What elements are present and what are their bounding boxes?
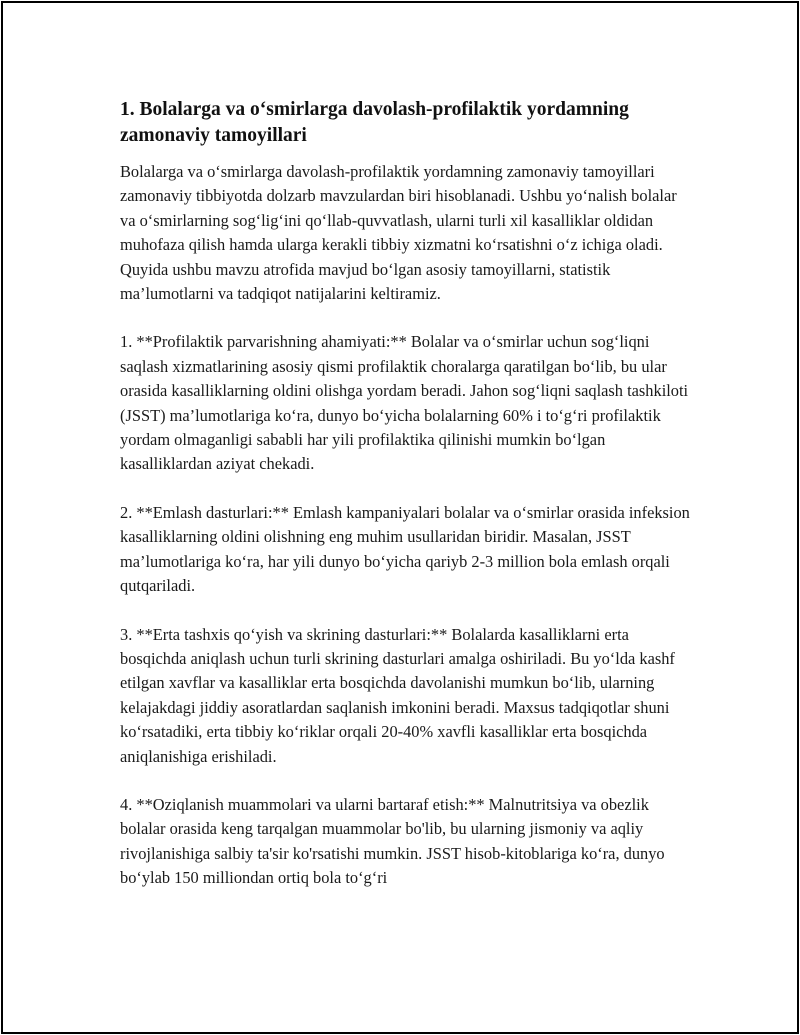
section-title: 1. Bolalarga va o‘smirlarga davolash-profilaktik yordamning zamonaviy tamoyillari xyxy=(120,99,629,146)
paragraph-preventive-care: 1. **Profilaktik parvarishning ahamiyati:** Bolalar va o‘smirlar uchun sog‘liqni saqlash xizmatlarining asosiy qismi profilaktik choralarga qaratilgan bo‘lib, bu ular orasida kasalliklarning oldini olishga yordam beradi. Jahon sog‘liqni saqlash tashkiloti (JSST) ma’lumotlariga ko‘ra, dunyo bo‘yicha bolalarning 60% i to‘g‘ri profilaktik yordam olmaganligi sababli har yili profilaktika qilinishi mumkin bo‘lgan kasalliklardan aziyat chekadi. xyxy=(120,332,689,474)
document-body xyxy=(120,97,695,915)
document-page xyxy=(1,1,799,1034)
paragraph-screening: 3. **Erta tashxis qo‘yish va skrining dasturlari:** Bolalarda kasalliklarni erta bosqichda aniqlash uchun turli skrining dasturlari amalga oshiriladi. Bu yo‘lda kashf etilgan xavflar va kasalliklar erta bosqichda davolanishi mumkun bo‘lib, ularning kelajakdagi jiddiy asoratlardan saqlanish imkonini beradi. Maxsus tadqiqotlar shuni ko‘rsatadiki, erta tibbiy ko‘riklar orqali 20-40% xavfli kasalliklar erta bosqichda aniqlanishiga erishiladi. xyxy=(120,624,675,766)
paragraph-nutrition: 4. **Oziqlanish muammolari va ularni bartaraf etish:** Malnutritsiya va obezlik bolalar orasida keng tarqalgan muammolar bo'lib, bu ularning jismoniy va aqliy rivojlanishiga salbiy ta'sir ko'rsatishi mumkin. JSST hisob-kitoblariga ko‘ra, dunyo bo‘ylab 150 milliondan ortiq bola to‘g‘ri xyxy=(120,794,665,888)
intro-paragraph: Bolalarga va o‘smirlarga davolash-profilaktik yordamning zamonaviy tamoyillari zamonaviy tibbiyotda dolzarb mavzulardan biri hisoblanadi. Ushbu yo‘nalish bolalar va o‘smirlarning sog‘lig‘ini qo‘llab-quvvatlash, ularni turli xil kasalliklar oldidan muhofaza qilish hamda ularga kerakli tibbiy xizmatni ko‘rsatishni o‘z ichiga oladi. Quyida ushbu mavzu atrofida mavjud bo‘lgan asosiy tamoyillarni, statistik ma’lumotlarni va tadqiqot natijalarini keltiramiz. xyxy=(120,162,677,304)
paragraph-vaccination: 2. **Emlash dasturlari:** Emlash kampaniyalari bolalar va o‘smirlar orasida infeksion kasalliklarning oldini olishning eng muhim usullaridan biridir. Masalan, JSST ma’lumotlariga ko‘ra, har yili dunyo bo‘yicha qariyb 2-3 million bola emlash orqali qutqariladi. xyxy=(120,502,690,596)
